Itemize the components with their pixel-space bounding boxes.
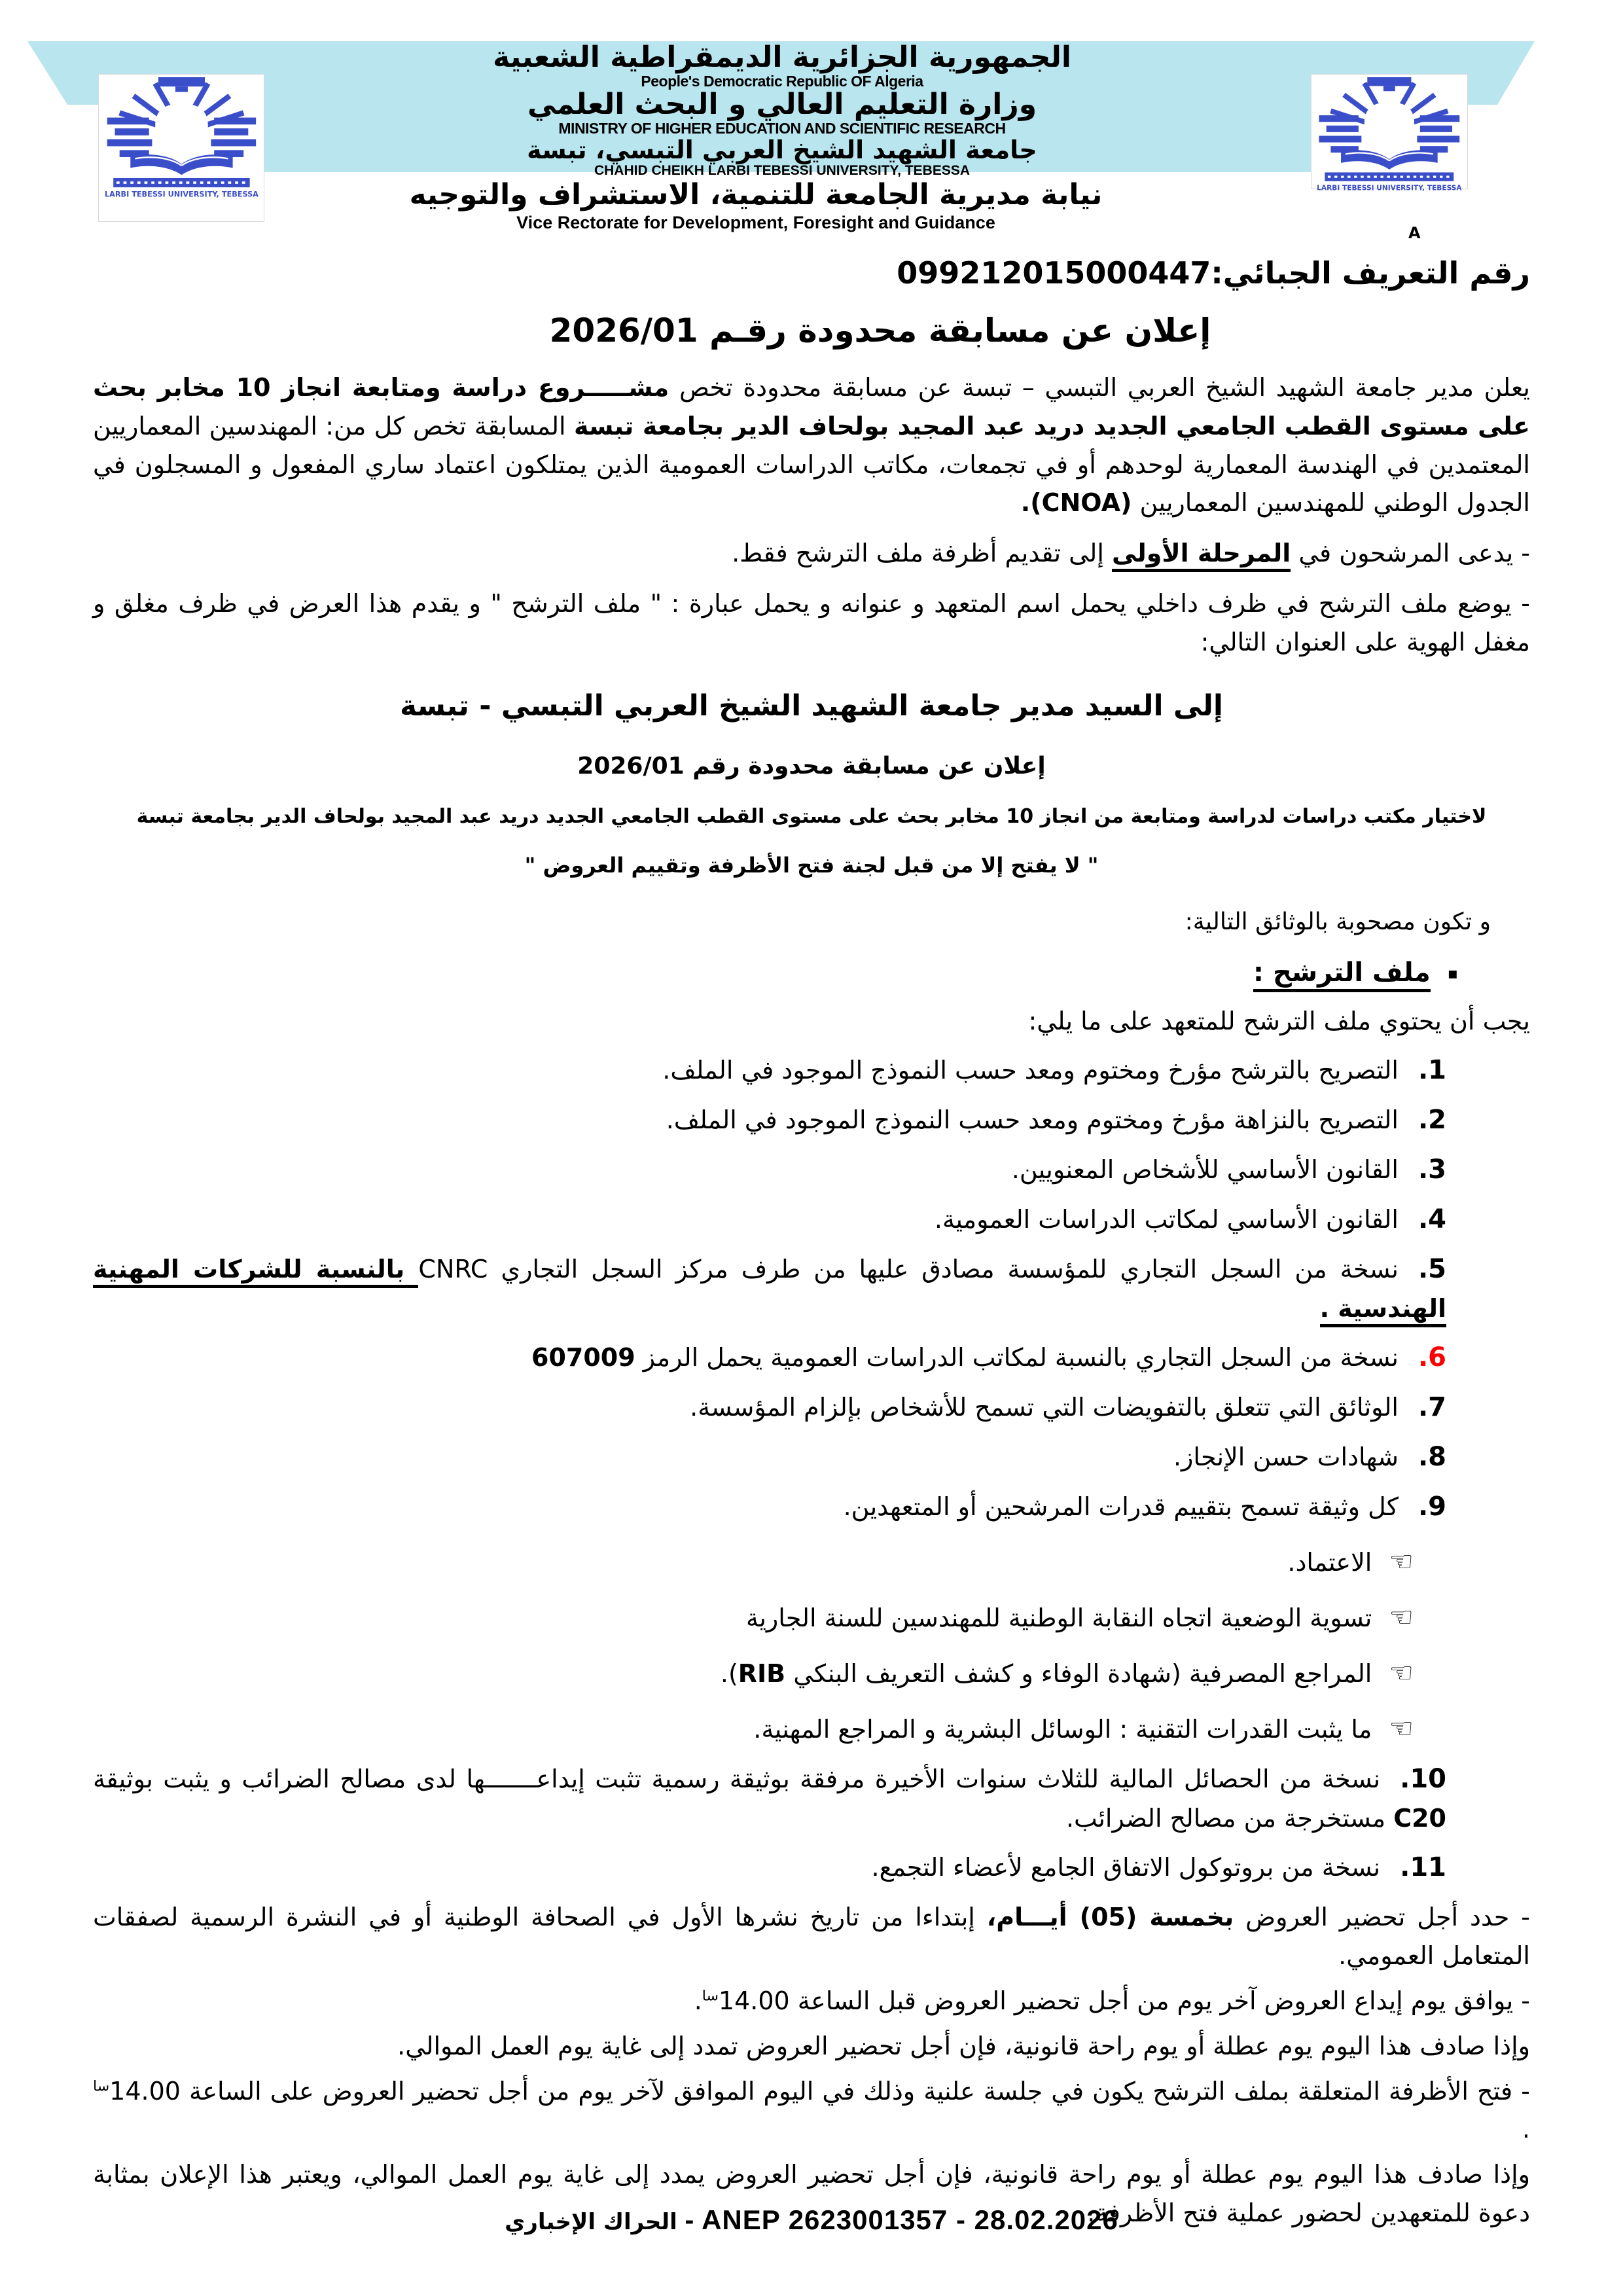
list-item <box>93 1847 1446 1888</box>
footer-anep-line <box>0 2204 1623 2236</box>
item-text: تسوية الوضعية اتجاه النقابة الوطنية للمهندسين للسنة الجارية <box>745 1603 1372 1632</box>
tax-id-line <box>93 250 1530 296</box>
warning-line: " لا يفتح إلا من قبل لجنة فتح الأظرفة وتقييم العروض " <box>524 852 1099 878</box>
holiday-extension-line: وإذا صادف هذا اليوم يوم عطلة أو يوم راحة قانونية، فإن أجل تحضير العروض تمدد إلى غاية يوم العمل الموالي. <box>397 2031 1530 2060</box>
list-item <box>93 1387 1446 1427</box>
vice-rectorate-header <box>0 178 1623 233</box>
hour-superscript: سا <box>93 2077 110 2094</box>
vice-rectorate-en: Vice Rectorate for Development, Foresight and Guidance <box>516 213 995 232</box>
item-text: الاعتماد. <box>1287 1547 1372 1577</box>
item-number-red: 6. <box>1418 1342 1446 1372</box>
dash-note-envelope: - يوضع ملف الترشح في ظرف داخلي يحمل اسم المتعهد و عنوانه و يحمل عبارة : " ملف الترشح " و يقدم هذا العرض في ظرف مغلق و مغفل الهوية على العنوان التالي: <box>93 589 1530 657</box>
list-item <box>93 1540 1414 1583</box>
item-number: 1. <box>1418 1054 1446 1085</box>
closing-terms <box>93 1898 1530 2233</box>
list-item <box>93 1596 1414 1638</box>
item-number: 4. <box>1418 1204 1446 1234</box>
intro-text: المسابقة تخص كل من: المهندسين المعماريين المعتمدين في الهندسة المعمارية لوحدهم أو في تجمعات، مكاتب الدراسات العمومية الذين يمتلكون اعتماد ساري المفعول و المسجلون في الجدول الوطني للمهندسين المعماريين <box>93 411 1530 518</box>
first-phase-underlined: المرحلة الأولى <box>1112 539 1291 572</box>
list-item <box>93 1759 1446 1838</box>
item-text: ما يثبت القدرات التقنية : الوسائل البشرية و المراجع المهنية. <box>753 1714 1372 1744</box>
item-text: شهادات حسن الإنجاز. <box>1173 1442 1399 1471</box>
item-number: 11. <box>1400 1852 1446 1882</box>
item-number: 5. <box>1418 1253 1447 1284</box>
item-text: الوثائق التي تتعلق بالتفويضات التي تسمح للأشخاص بإلزام المؤسسة. <box>690 1392 1399 1422</box>
item-text: نسخة من بروتوكول الاتفاق الجامع لأعضاء التجمع. <box>871 1852 1381 1882</box>
address-line: إلى السيد مدير جامعة الشهيد الشيخ العربي التبسي - تبسة <box>400 689 1223 723</box>
dash-text: - يدعى المرشحون في <box>1291 539 1530 568</box>
deadline-line <box>93 1898 1530 1975</box>
university-title-en: CHAHID CHEIKH LARBI TEBESSI UNIVERSITY, TEBESSA <box>594 162 971 178</box>
closing-text: . <box>1522 2115 1530 2144</box>
list-item <box>93 1437 1446 1477</box>
footer-publisher: الحراك الإخباري <box>505 2209 677 2235</box>
item-number: 2. <box>1418 1104 1446 1135</box>
stray-char: A <box>1408 224 1421 242</box>
candidacy-file-intro: يجب أن يحتوي ملف الترشح للمتعهد على ما يلي: <box>1028 1006 1530 1035</box>
item-code: C20 <box>1393 1804 1446 1833</box>
item-text: القانون الأساسي للأشخاص المعنويين. <box>1011 1155 1399 1184</box>
item-text: القانون الأساسي لمكاتب الدراسات العمومية. <box>934 1204 1399 1234</box>
university-title-ar: جامعة الشهيد الشيخ العربي التبسي، تبسة <box>527 135 1037 164</box>
item-number: 7. <box>1418 1391 1446 1422</box>
item-text: مستخرجة من مصالح الضرائب. <box>1065 1804 1394 1833</box>
hand-bullet-list <box>93 1540 1530 1749</box>
logo-caption: LARBI TEBESSI UNIVERSITY, TEBESSA <box>104 190 259 199</box>
tax-id-value: 099212015000447 <box>897 255 1211 291</box>
closing-text: - حدد أجل تحضير العروض <box>1234 1902 1530 1931</box>
item-text: نسخة من السجل التجاري للمؤسسة مصادق عليها من طرف مركز السجل التجاري <box>488 1254 1399 1283</box>
list-item <box>93 1199 1446 1240</box>
item-text: نسخة من الحصائل المالية للثلاث سنوات الأخيرة مرفقة بوثيقة رسمية تثبت إيداعـــــــها لدى مصالح الضرائب و يثبت بوثيقة <box>93 1765 1381 1794</box>
deposit-day-line <box>93 1982 1530 2020</box>
item-number: 3. <box>1418 1154 1446 1185</box>
item-code: 607009 <box>531 1342 635 1372</box>
documents-intro: و تكون مصحوبة بالوثائق التالية: <box>1185 908 1491 936</box>
closing-text: - فتح الأظرفة المتعلقة بملف الترشح يكون في جلسة علنية وذلك في اليوم الموافق لآخر يوم من أجل تحضير العروض على الساعة 14.00 <box>109 2076 1530 2106</box>
hour-superscript: سا <box>702 1988 719 2005</box>
ministry-title-en: MINISTRY OF HIGHER EDUCATION AND SCIENTIFIC RESEARCH <box>558 119 1006 137</box>
invitation-line: وإذا صادف هذا اليوم يوم عطلة أو يوم راحة قانونية، فإن أجل تحضير العروض يمدد إلى غاية يوم العمل الموالي، ويعتبر هذا الإعلان بمثابة دعوة للمتعهدين لحضور عملية فتح الأظرفة. <box>93 2160 1530 2228</box>
item-number: 9. <box>1418 1491 1446 1522</box>
item-text: التصريح بالنزاهة مؤرخ ومختوم ومعد حسب النموذج الموجود في الملف. <box>666 1105 1399 1134</box>
dash-note-first-phase <box>93 534 1530 573</box>
opening-session-line <box>93 2072 1530 2149</box>
pointing-hand-icon: ☜ <box>1389 1656 1414 1689</box>
list-item <box>93 1050 1446 1090</box>
closing-text: . <box>694 1986 702 2015</box>
intro-cnoa-bold: (CNOA). <box>1020 488 1132 518</box>
item-text: التصريح بالترشح مؤرخ ومختوم ومعد حسب النموذج الموجود في الملف. <box>662 1055 1399 1085</box>
tax-id-label: رقم التعريف الجبائي: <box>1211 255 1530 291</box>
list-item <box>93 1707 1414 1749</box>
footer-anep-ref: ANEP 2623001357 - 28.02.2026 <box>702 2204 1118 2235</box>
university-logo-right <box>1311 74 1468 192</box>
dash-text: إلى تقديم أظرفة ملف الترشح فقط. <box>732 539 1113 568</box>
closing-text: - يوافق يوم إيداع العروض آخر يوم من أجل تحضير العروض قبل الساعة 14.00 <box>718 1986 1530 2015</box>
list-item <box>93 1337 1446 1378</box>
intro-paragraph <box>93 368 1530 523</box>
document-list-continued <box>93 1759 1530 1888</box>
candidacy-file-label: ملف الترشح : <box>1253 958 1431 992</box>
list-item <box>93 1486 1446 1527</box>
item-text: المراجع المصرفية (شهادة الوفاء و كشف التعريف البنكي <box>785 1659 1372 1688</box>
candidacy-file-header <box>93 952 1530 993</box>
university-emblem-icon <box>1316 77 1463 194</box>
pointing-hand-icon: ☜ <box>1389 1545 1414 1577</box>
pointing-hand-icon: ☜ <box>1389 1712 1414 1744</box>
intro-text: يعلن مدير جامعة الشهيد الشيخ العربي التبسي – تبسة عن مسابقة محدودة تخص <box>669 372 1530 402</box>
five-days-bold: بخمسة (05) أيـــام، <box>986 1902 1234 1931</box>
item-underlined-tail: بالنسبة للشركات المهنية الهندسية . <box>93 1255 1446 1327</box>
square-bullet-icon: ▪ <box>1447 964 1458 983</box>
list-item <box>93 1100 1446 1140</box>
republic-title-ar: الجمهورية الجزائرية الديمقراطية الشعبية <box>493 41 1071 74</box>
item-latin: CNRC <box>418 1254 488 1283</box>
notice-line: إعلان عن مسابقة محدودة رقم 2026/01 <box>577 753 1046 780</box>
vice-rectorate-ar: نيابة مديرية الجامعة للتنمية، الاستشراف والتوجيه <box>409 178 1103 211</box>
document-list <box>93 1050 1530 1527</box>
list-item <box>93 1249 1446 1328</box>
document-body <box>93 250 1530 2233</box>
logo-caption: LARBI TEBESSI UNIVERSITY, TEBESSA <box>1317 183 1462 192</box>
item-text: نسخة من السجل التجاري بالنسبة لمكاتب الدراسات العمومية يحمل الرمز <box>635 1342 1399 1372</box>
item-text: كل وثيقة تسمح بتقييم قدرات المرشحين أو المتعهدين. <box>843 1492 1399 1521</box>
item-number: 10. <box>1400 1764 1446 1795</box>
list-item <box>93 1149 1446 1190</box>
address-block <box>93 684 1530 882</box>
list-item <box>93 1651 1414 1694</box>
page-title: إعلان عن مسابقة محدودة رقـم 2026/01 <box>549 312 1211 350</box>
pointing-hand-icon: ☜ <box>1389 1600 1414 1633</box>
ministry-title-ar: وزارة التعليم العالي و البحث العلمي <box>527 88 1037 122</box>
republic-title-en: People's Democratic Republic OF Algeria <box>641 72 923 90</box>
footer-separator: - <box>677 2204 702 2235</box>
item-text: ). <box>720 1659 738 1688</box>
purpose-line: لاختيار مكتب دراسات لدراسة ومتابعة من انجاز 10 مخابر بحث على مستوى القطب الجامعي الجديد دريد عبد المجيد بولحاف الدير بجامعة تبسة <box>136 805 1487 829</box>
item-latin: RIB <box>738 1659 786 1688</box>
closing-text: إبتداءا من تاريخ نشرها الأول في الصحافة الوطنية أو في النشرة الرسمية لصفقات المتعامل العمومي. <box>93 1902 1530 1970</box>
intro-project-bold: مشـــــروع دراسة ومتابعة انجاز 10 مخابر بحث على مستوى القطب الجامعي الجديد دريد عبد المجيد بولحاف الدير بجامعة تبسة <box>93 372 1530 440</box>
item-number: 8. <box>1418 1441 1446 1472</box>
